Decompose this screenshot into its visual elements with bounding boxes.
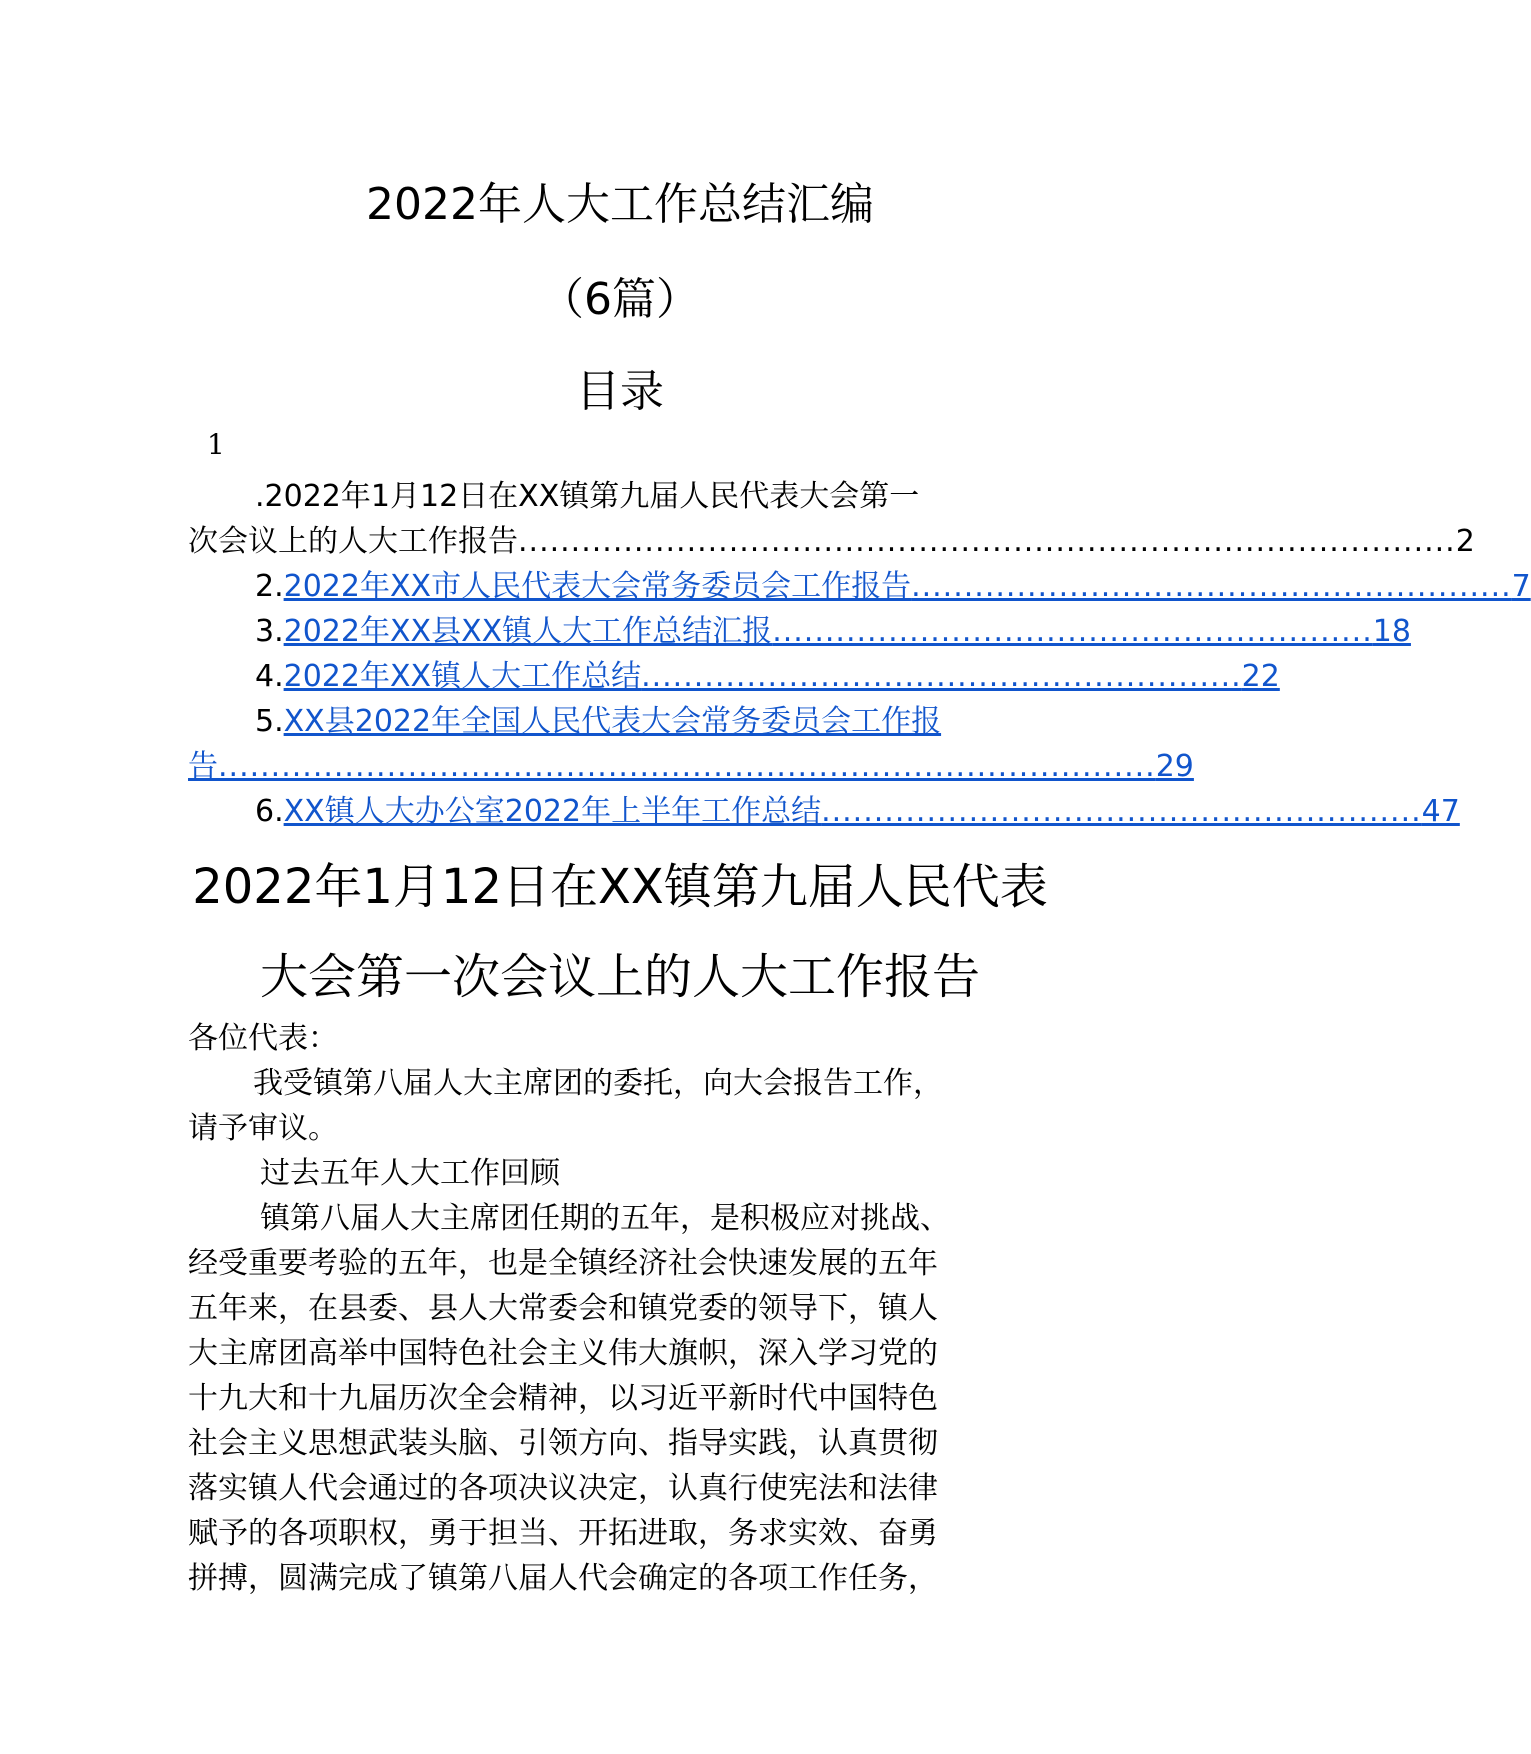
toc-page-number[interactable]: 7 [1511,569,1531,604]
toc-item-number: 3. [255,614,284,649]
toc-item-link[interactable]: 2022年XX市人民代表大会常务委员会工作报告 [283,569,912,604]
article-title-line2: 大会第一次会议上的人大工作报告 [259,949,980,1005]
paragraph-line: 五年来，在县委、县人大常委会和镇党委的领导下，镇人 [188,1291,938,1326]
toc-item-label: 2022年1月12日在XX镇第九届人民代表大会第一 [264,479,920,514]
toc-item-number: 6. [255,794,284,829]
toc-item-2[interactable] [188,564,1531,609]
toc-heading: 目录 [576,366,664,417]
intro-line2: 请予审议。 [188,1111,338,1146]
paragraph-line: 镇第八届人大主席团任期的五年，是积极应对挑战、 [260,1201,950,1236]
document-title: 2022年人大工作总结汇编 [366,179,874,230]
toc-leader: ......................................................... [911,569,1512,604]
toc-item-number: 5. [255,704,284,739]
toc-item-link[interactable]: XX镇人大办公室2022年上半年工作总结 [283,794,822,829]
toc-leader: ......................................................... [821,794,1422,829]
toc-item-1[interactable] [188,474,1475,564]
toc-page-number[interactable]: 18 [1372,614,1411,649]
toc-page-number: 2 [1455,524,1475,559]
toc-item-link[interactable]: 2022年XX镇人大工作总结 [283,659,642,694]
toc-page-number[interactable]: 47 [1421,794,1460,829]
paragraph-line: 十九大和十九届历次全会精神，以习近平新时代中国特色 [188,1381,938,1416]
toc-item-number: 4. [255,659,284,694]
toc-item-link[interactable]: XX县2022年全国人民代表大会常务委员会工作报 [283,704,942,739]
toc-item-1-line1 [188,474,1050,519]
greeting: 各位代表： [188,1021,338,1056]
toc-item-number: 2. [255,569,284,604]
paragraph-line: 拼搏，圆满完成了镇第八届人代会确定的各项工作任务， [188,1561,938,1596]
toc-page-number[interactable]: 29 [1155,749,1194,784]
document-subtitle: （6篇） [540,274,700,325]
paragraph-line: 社会主义思想武装头脑、引领方向、指导实践，认真贯彻 [188,1426,938,1461]
toc-item-5-line1 [188,699,1050,744]
paragraph-line: 赋予的各项职权，勇于担当、开拓进取，务求实效、奋勇 [188,1516,938,1551]
intro-line1: 我受镇第八届人大主席团的委托，向大会报告工作， [253,1066,943,1101]
toc-marker: 1 [207,428,225,461]
toc-item-label-cont: 次会议上的人大工作报告 [188,524,518,559]
paragraph-line: 大主席团高举中国特色社会主义伟大旗帜，深入学习党的 [188,1336,938,1371]
toc-item-number: . [255,479,265,514]
toc-leader: ......................................................................................... [518,524,1456,559]
toc-item-5-line2 [188,744,1194,789]
toc-item-1-line2 [188,519,1475,564]
toc-item-link[interactable]: 2022年XX县XX镇人大工作总结汇报 [283,614,773,649]
toc-leader: ......................................................... [641,659,1242,694]
toc-leader: ......................................................................................... [218,749,1156,784]
toc-leader: ......................................................... [772,614,1373,649]
toc-item-6[interactable] [188,789,1460,834]
paragraph-line: 经受重要考验的五年，也是全镇经济社会快速发展的五年 [188,1246,938,1281]
toc-item-link-cont[interactable]: 告 [188,749,218,784]
section-title: 过去五年人大工作回顾 [260,1156,560,1191]
toc-item-4[interactable] [188,654,1280,699]
article-title-line1: 2022年1月12日在XX镇第九届人民代表 [192,859,1048,915]
toc-page-number[interactable]: 22 [1241,659,1280,694]
toc-item-3[interactable] [188,609,1411,654]
toc-item-5[interactable] [188,699,1194,789]
paragraph-line: 落实镇人代会通过的各项决议决定，认真行使宪法和法律 [188,1471,938,1506]
